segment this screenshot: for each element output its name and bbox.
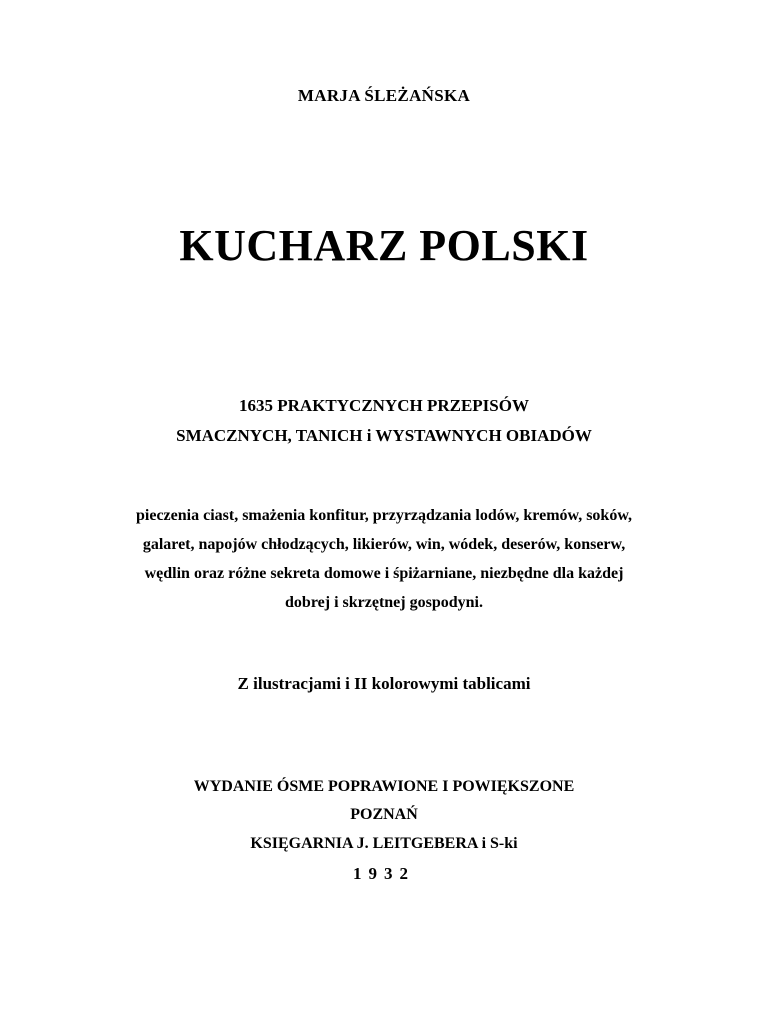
subtitle-line-2: SMACZNYCH, TANICH i WYSTAWNYCH OBIADÓW	[176, 426, 592, 445]
author-name: MARJA ŚLEŻAŃSKA	[297, 86, 471, 105]
description-line-3: wędlin oraz różne sekreta domowe i śpiżarniane, niezbędne dla każdej	[144, 565, 624, 582]
book-title: KUCHARZ POLSKI	[179, 221, 589, 270]
subtitle-line-1: 1635 PRAKTYCZNYCH PRZEPISÓW	[239, 396, 529, 415]
illustrations-note: Z ilustracjami i II kolorowymi tablicami	[237, 674, 531, 693]
description-line-1: pieczenia ciast, smażenia konfitur, przyrządzania lodów, kremów, soków,	[136, 507, 632, 524]
publication-year: 1932	[353, 864, 415, 883]
description-line-2: galaret, napojów chłodzących, likierów, win, wódek, deserów, konserw,	[142, 536, 626, 553]
description-line-4: dobrej i skrzętnej gospodyni.	[285, 594, 483, 611]
publication-city: POZNAŃ	[350, 806, 418, 823]
publisher-name: KSIĘGARNIA J. LEITGEBERA i S-ki	[250, 835, 518, 852]
edition-note: WYDANIE ÓSME POPRAWIONE I POWIĘKSZONE	[193, 778, 575, 795]
